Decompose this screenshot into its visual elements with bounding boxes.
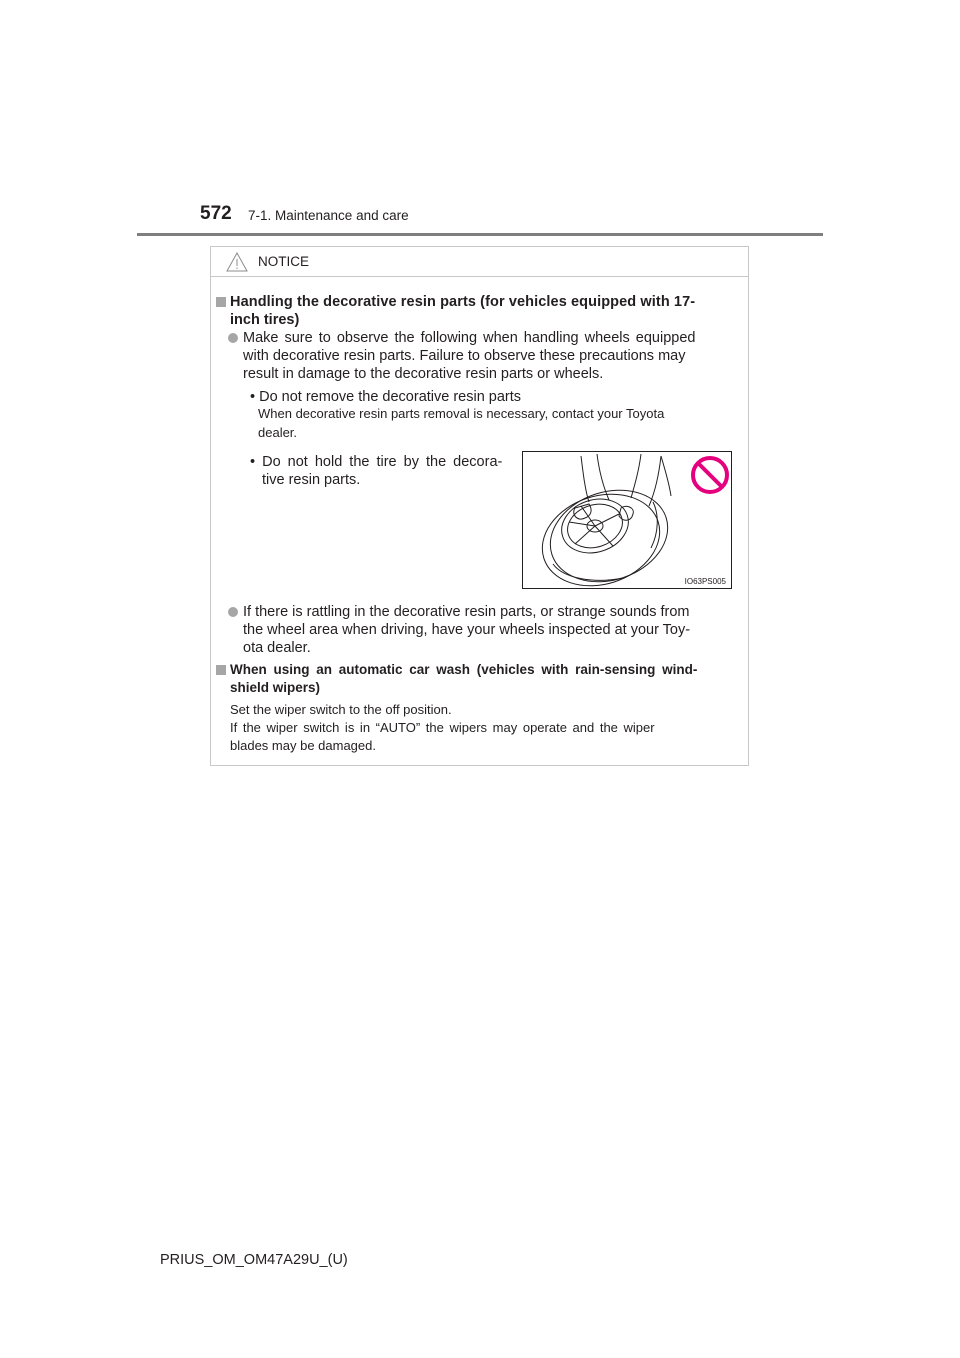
tire-illustration <box>522 451 732 589</box>
item1-heading-line2: inch tires) <box>230 312 300 328</box>
square-bullet-icon <box>216 665 226 675</box>
item2-heading-line1: When using an automatic car wash (vehicles with rain-sensing wind- <box>230 662 698 677</box>
bullet2-line1: If there is rattling in the decorative resin parts, or strange sounds from <box>243 604 690 620</box>
bullet2-line3: ota dealer. <box>243 640 311 656</box>
notice-label: NOTICE <box>258 254 310 269</box>
page-number: 572 <box>200 203 232 224</box>
sub1-detail-line2: dealer. <box>258 425 298 440</box>
item2-body-line1: Set the wiper switch to the off position. <box>230 702 452 717</box>
sub1-detail-line1: When decorative resin parts removal is necessary, contact your Toyota <box>258 406 665 421</box>
bullet1-line1: Make sure to observe the following when handling wheels equipped <box>243 330 696 346</box>
notice-header <box>211 247 748 277</box>
section-title: 7-1. Maintenance and care <box>248 208 409 223</box>
bullet1-line2: with decorative resin parts. Failure to observe these precautions may <box>243 348 686 364</box>
sub1-title: • Do not remove the decorative resin parts <box>250 389 522 405</box>
item2-heading-line2: shield wipers) <box>230 680 321 695</box>
item1-heading-line1: Handling the decorative resin parts (for vehicles equipped with 17- <box>230 294 696 310</box>
sub2-line2: tive resin parts. <box>262 472 361 488</box>
item2-body-line3: blades may be damaged. <box>230 738 376 753</box>
illustration-code: IO63PS005 <box>684 577 726 586</box>
warning-icon <box>226 252 248 272</box>
footer-doc-code: PRIUS_OM_OM47A29U_(U) <box>160 1252 348 1268</box>
item2-body-line2: If the wiper switch is in “AUTO” the wipers may operate and the wiper <box>230 720 655 735</box>
square-bullet-icon <box>216 297 226 307</box>
sub2-line1: • Do not hold the tire by the decora- <box>250 454 503 470</box>
prohibition-sign <box>693 458 727 492</box>
bullet1-line3: result in damage to the decorative resin parts or wheels. <box>243 366 604 382</box>
round-bullet-icon <box>228 607 238 617</box>
header-rule <box>137 233 823 236</box>
bullet2-line2: the wheel area when driving, have your wheels inspected at your Toy- <box>243 622 691 638</box>
round-bullet-icon <box>228 333 238 343</box>
